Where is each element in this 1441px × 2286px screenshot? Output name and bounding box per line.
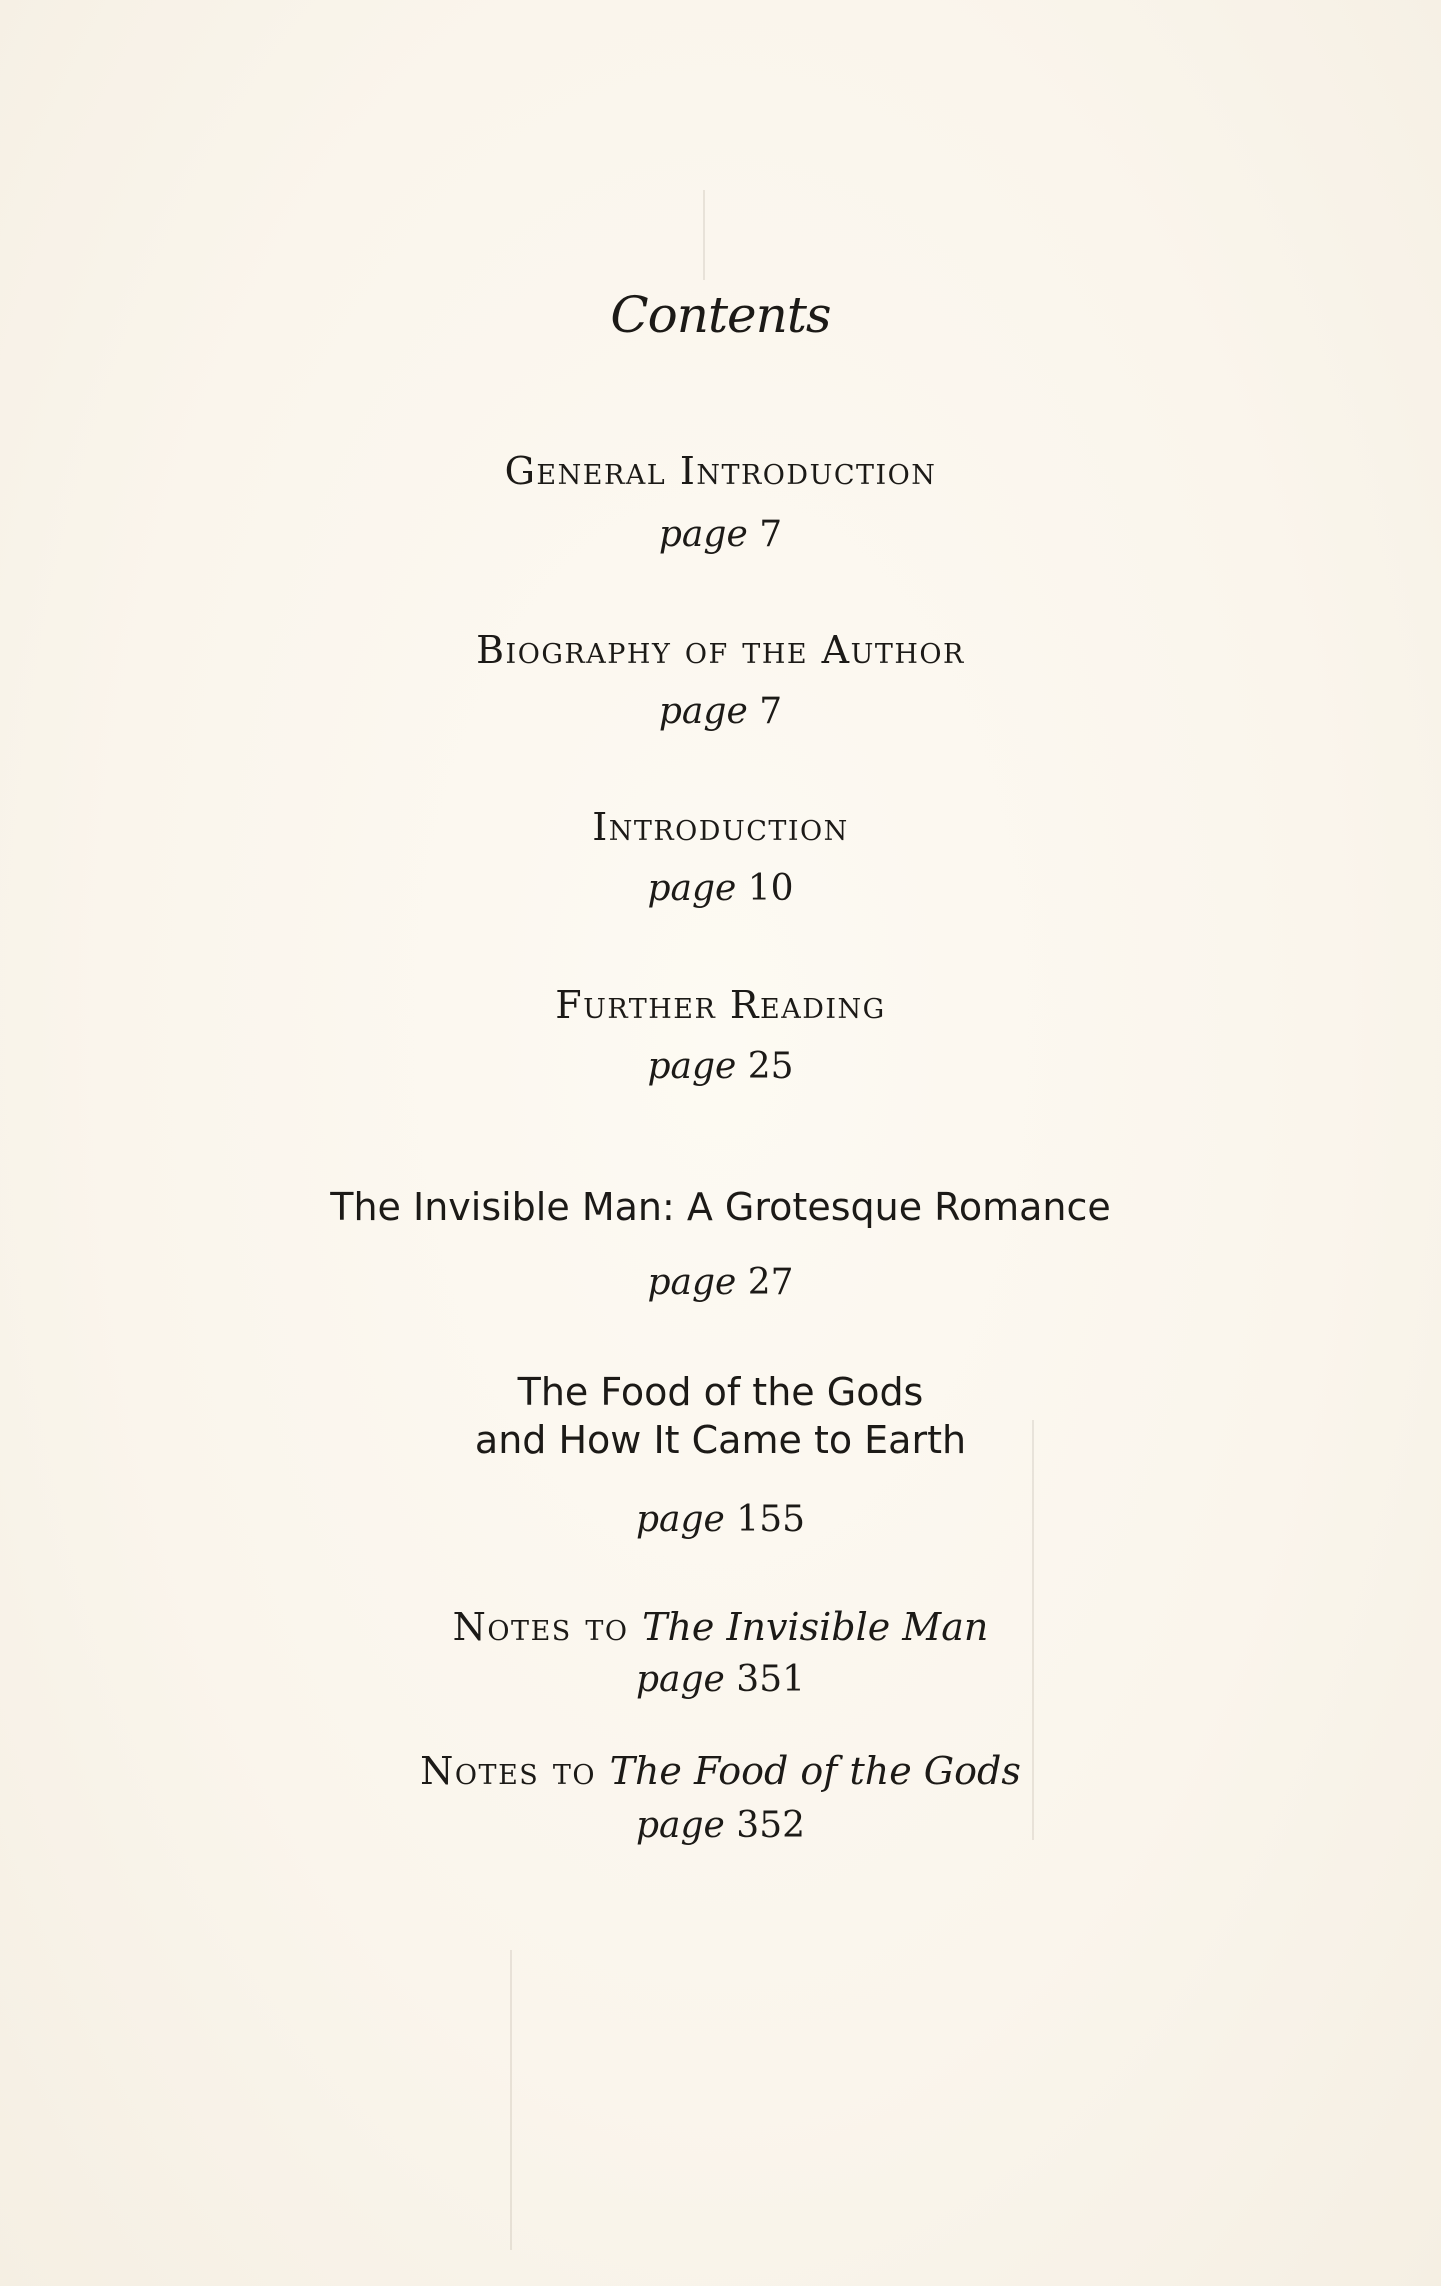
toc-page-food-of-gods	[0, 1495, 1441, 1545]
page-number: 7	[759, 691, 783, 732]
page-number: 27	[747, 1262, 794, 1303]
toc-page-introduction	[0, 864, 1441, 914]
page-number: 155	[736, 1499, 806, 1540]
notes-prefix: Notes to	[452, 1605, 629, 1649]
notes-book-title: The Food of the Gods	[609, 1749, 1021, 1793]
page-number: 10	[747, 868, 794, 909]
page-number: 352	[736, 1805, 806, 1846]
toc-page-notes-food-of-gods	[0, 1801, 1441, 1851]
page-word: page	[658, 691, 748, 732]
toc-entry-general-introduction: General Introduction	[504, 449, 937, 493]
toc-page-biography	[0, 687, 1441, 737]
toc-page-general-introduction	[0, 510, 1441, 560]
notes-book-title: The Invisible Man	[642, 1605, 989, 1649]
page-word: page	[647, 868, 737, 909]
toc-entry-notes-food-of-gods	[0, 1746, 1441, 1796]
toc-page-invisible-man	[0, 1258, 1441, 1308]
page-word: page	[647, 1262, 737, 1303]
toc-entry-further-reading: Further Reading	[555, 983, 886, 1027]
page-word: page	[635, 1659, 725, 1700]
page-word: page	[658, 514, 748, 555]
contents-heading: Contents	[610, 286, 831, 344]
paper-crease	[510, 1950, 512, 2250]
toc-entry-food-of-gods-line2: and How It Came to Earth	[474, 1418, 967, 1462]
toc-entry-introduction: Introduction	[592, 805, 849, 849]
toc-page-notes-invisible-man	[0, 1655, 1441, 1705]
toc-entry-notes-invisible-man	[0, 1602, 1441, 1652]
page-number: 7	[759, 514, 783, 555]
page-word: page	[647, 1046, 737, 1087]
toc-entry-invisible-man: The Invisible Man: A Grotesque Romance	[330, 1185, 1111, 1229]
paper-crease	[703, 190, 705, 280]
page-number: 25	[747, 1046, 794, 1087]
page-word: page	[635, 1499, 725, 1540]
page-number: 351	[736, 1659, 806, 1700]
toc-page-further-reading	[0, 1042, 1441, 1092]
page-word: page	[635, 1805, 725, 1846]
notes-prefix: Notes to	[420, 1749, 596, 1793]
toc-entry-biography: Biography of the Author	[476, 628, 965, 672]
toc-entry-food-of-gods-line1: The Food of the Gods	[517, 1370, 924, 1414]
